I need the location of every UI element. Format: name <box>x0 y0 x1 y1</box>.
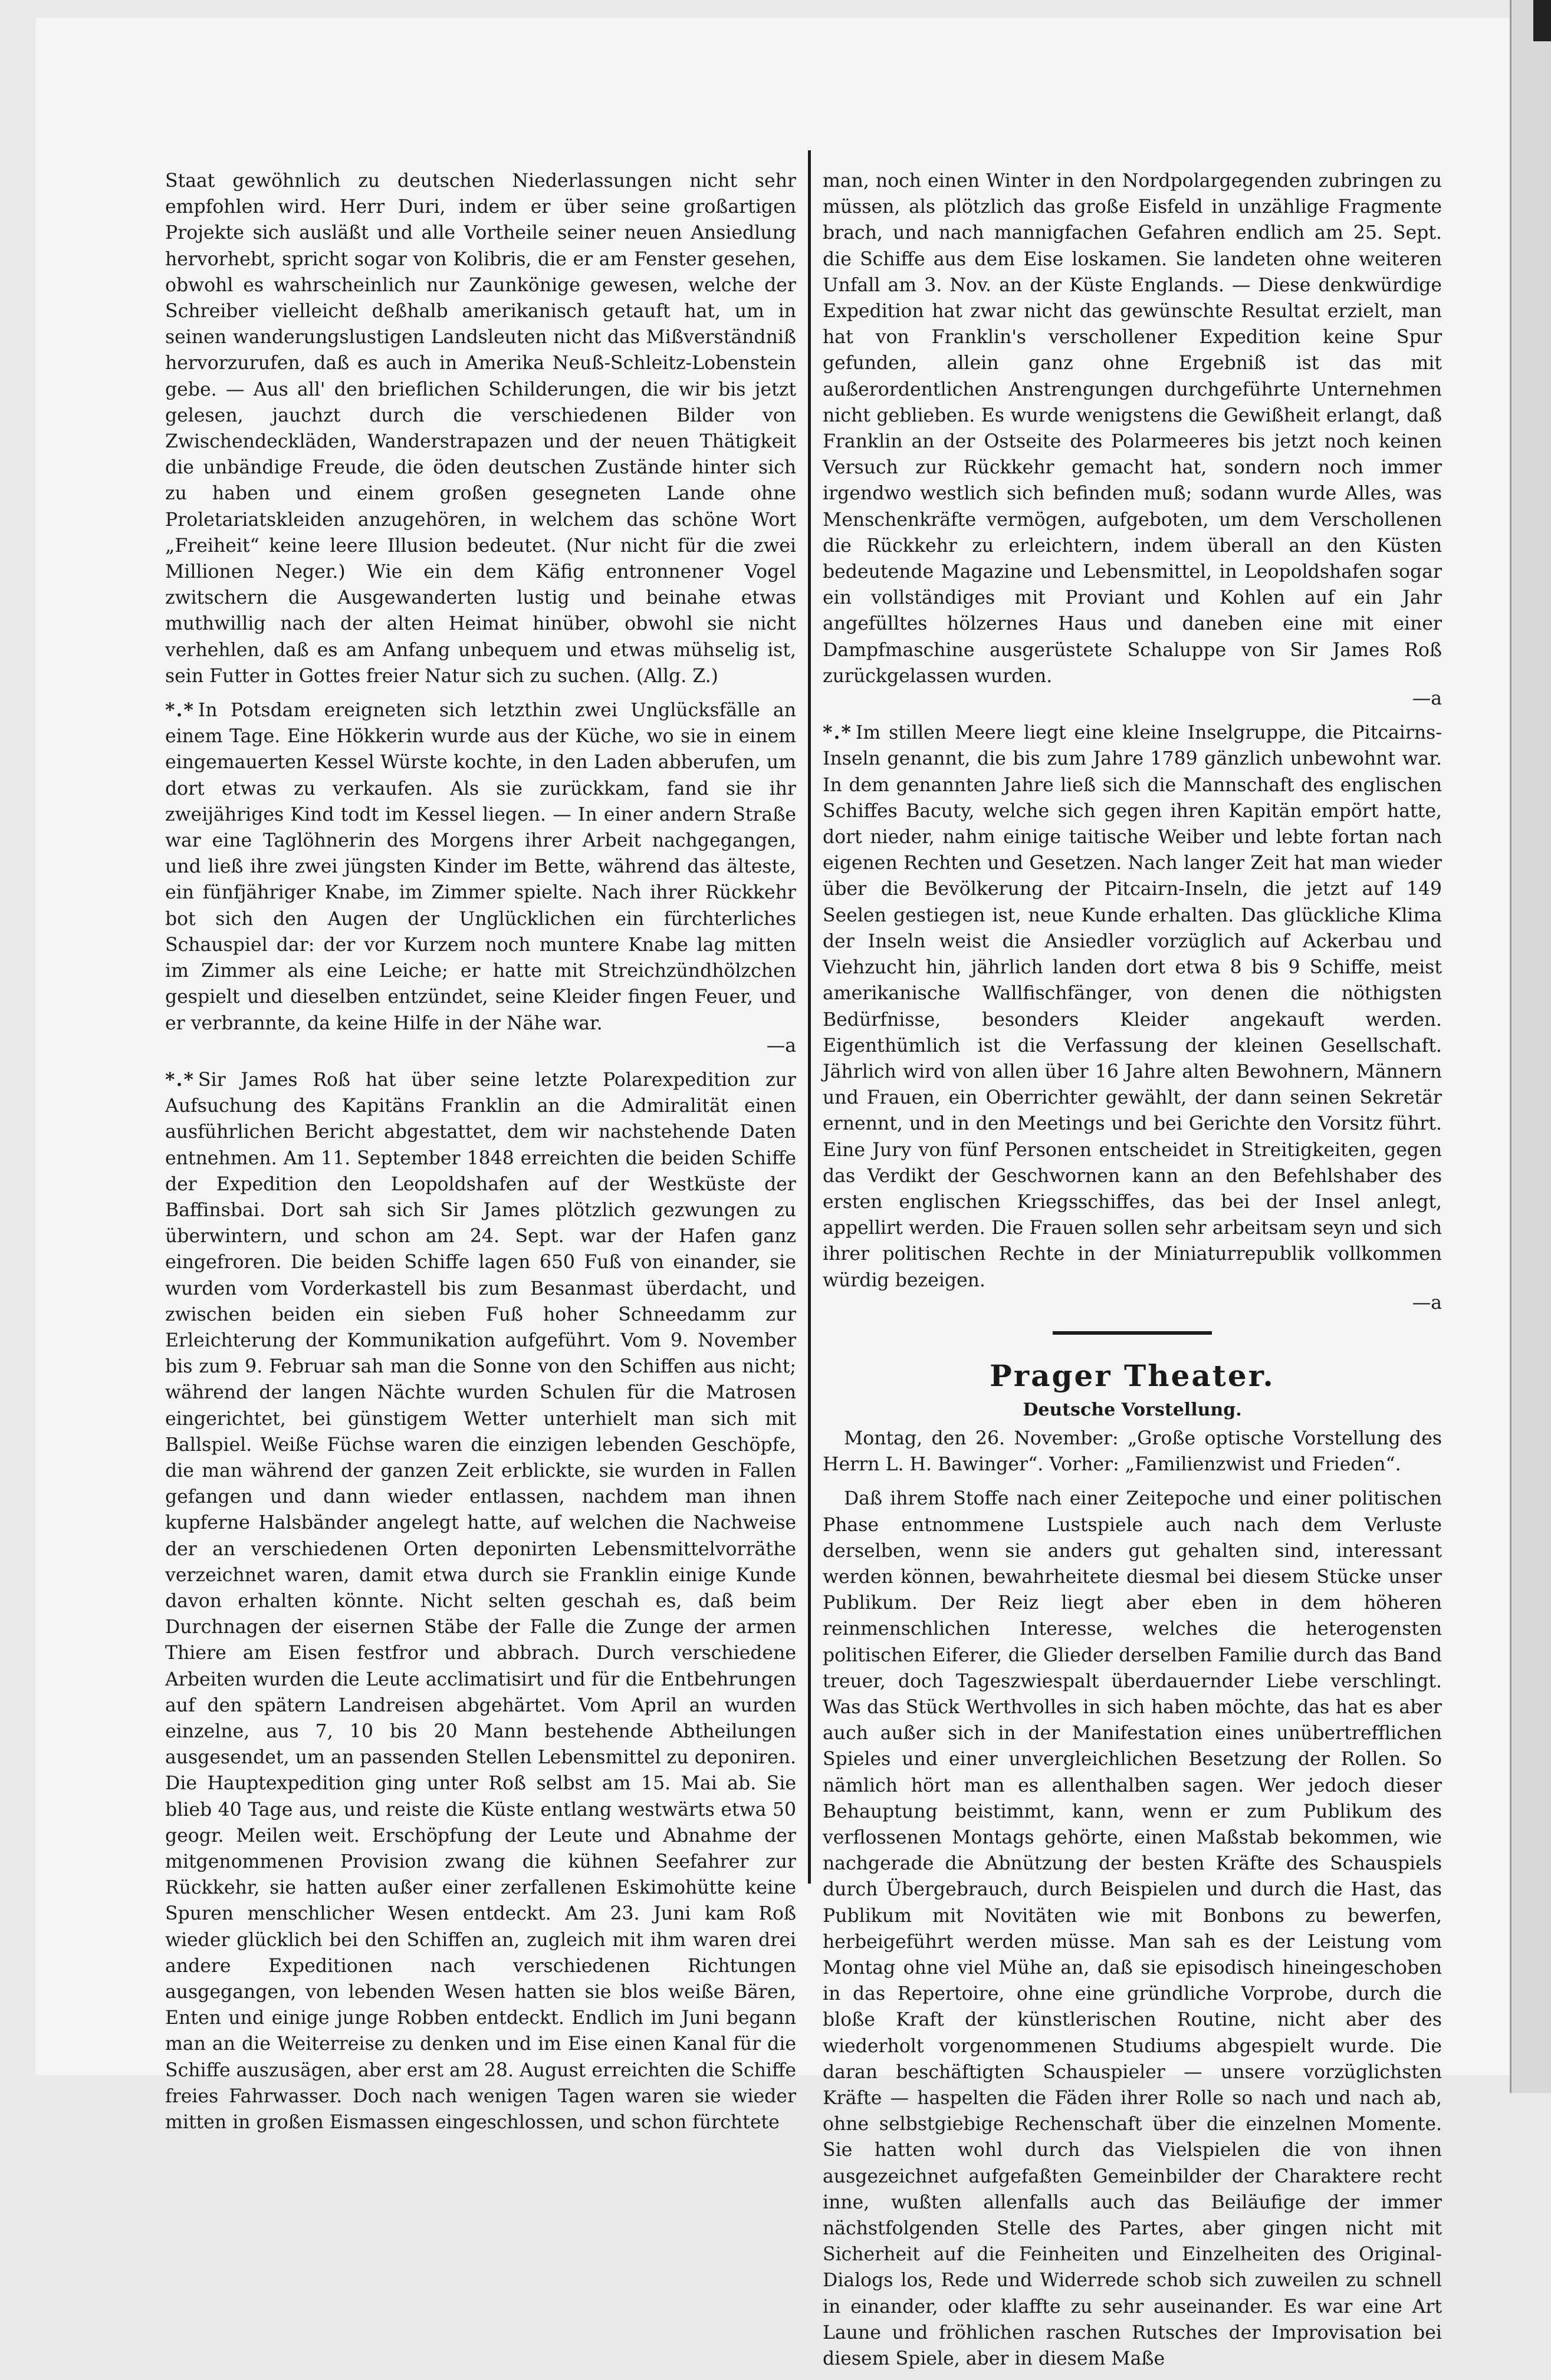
section-headline: Prager Theater. <box>990 1358 1275 1393</box>
section-subheadline: Deutsche Vorstellung. <box>1023 1399 1242 1420</box>
section-separator-rule <box>1053 1331 1212 1335</box>
article-ross-expedition-continued <box>823 168 1442 712</box>
author-signature: —a <box>766 1035 796 1056</box>
article-text: Sir James Roß hat über seine letzte Polarexpedition zur Aufsuchung des Kapitäns Franklin an die Admiralität einen ausführlichen Bericht abgestattet, dem wir nachstehende Daten entnehmen. Am 11. September 1848 erreichten die beiden Schiffe der Expedition den Leopoldshafen auf der Westküste der Baffinsbai. Dort sah sich Sir James plötzlich gezwungen zu überwintern, und schon am 24. Sept. war der Hafen ganz eingefroren. Die beiden Schiffe lagen 650 Fuß von einander, sie wurden vom Vorderkastell bis zum Besanmast überdacht, und zwischen beiden ein sieben Fuß hoher Schneedamm zur Erleichterung der Kommunikation aufgeführt. Vom 9. November bis zum 9. Februar sah man die Sonne von den Schiffen aus nicht; während der langen Nächte wurden Schulen für die Matrosen eingerichtet, bei günstigem Wetter unterhielt man sich mit Ballspiel. Weiße Füchse waren die einzigen lebenden Geschöpfe, die man während der ganzen Zeit erblickte, sie wurden in Fallen gefangen und dann wieder entlassen, nachdem man ihnen kupferne Halsbänder angelegt hatte, auf welchen die Nachweise der an verschiedenen Orten deponirten Lebensmittelvorräthe verzeichnet waren, damit etwa durch sie Franklin einige Kunde davon erhalten könnte. Nicht selten geschah es, daß beim Durchnagen der eisernen Stäbe der Falle die Zunge der armen Thiere am Eisen festfror und abbrach. Durch verschiedene Arbeiten wurden die Leute acclimatisirt und für die Entbehrungen auf den spätern Landreisen abgehärtet. Vom April an wurden einzelne, aus 7, 10 bis 20 Mann bestehende Abtheilungen ausgesendet, um an passenden Stellen Lebensmittel zu deponiren. Die Hauptexpedition ging unter Roß selbst am 15. Mai ab. Sie blieb 40 Tage aus, und reiste die Küste entlang westwärts etwa 50 geogr. Meilen weit. Erschöpfung der Leute und Abnahme der mitgenommenen Provision zwang die kühnen Seefahrer zur Rückkehr, sie hatten außer einer zerfallenen Eskimohütte keine Spuren menschlicher Wesen entdeckt. Am 23. Juni kam Roß wieder glücklich bei den Schiffen an, zugleich mit ihm waren drei andere Expeditionen nach verschiedenen Richtungen ausgegangen, von lebenden Wesen hatten sie blos weiße Bären, Enten und einige junge Robben entdeckt. Endlich im Juni begann man an die Weiterreise zu denken und im Eise einen Kanal für die Schiffe auszusägen, aber erst am 28. August erreichten die Schiffe freies Fahrwasser. Doch nach wenigen Tagen waren sie wieder mitten in großen Eismassen eingeschlossen, und schon fürchtete <box>165 1069 796 2134</box>
article-text: man, noch einen Winter in den Nordpolargegenden zubringen zu müssen, als plötzlich das große Eisfeld in unzählige Fragmente brach, und nach mannigfachen Gefahren endlich am 25. Sept. die Schiffe aus dem Eise loskamen. Sie landeten ohne weiteren Unfall am 3. Nov. an der Küste Englands. — Diese denkwürdige Expedition hat zwar nicht das gewünschte Resultat erzielt, man hat von Franklin's verschollener Expedition keine Spur gefunden, allein ganz ohne Ergebniß ist das mit außerordentlichen Anstrengungen durchgeführte Unternehmen nicht geblieben. Es wurde wenigstens die Gewißheit erlangt, daß Franklin an der Ostseite des Polarmeeres bis jetzt noch keinen Versuch zur Rückkehr gemacht hat, sondern noch immer irgendwo westlich sich befinden muß; sodann wurde Alles, was Menschenkräfte vermögen, aufgeboten, um dem Verschollenen die Rückkehr zu erleichtern, indem überall an den Küsten bedeutende Magazine und Lebensmittel, in Leopoldshafen sogar ein vollständiges mit Proviant und Kohlen auf ein Jahr angefülltes hölzernes Haus und daneben eine mit einer Dampfmaschine ausgerüstete Schaluppe von Sir James Roß zurückgelassen wurden. <box>823 170 1442 687</box>
article-ross-expedition <box>165 1067 796 2135</box>
article-marker: *.* <box>165 1068 195 1091</box>
author-signature: —a <box>1412 688 1442 710</box>
article-marker: *.* <box>165 699 195 722</box>
dark-corner-tab <box>1533 0 1551 41</box>
right-column <box>823 168 1442 2380</box>
article-emigrants-continued: Staat gewöhnlich zu deutschen Niederlassungen nicht sehr empfohlen wird. Herr Duri, indem er über seine großartigen Projekte sich ausläßt und alle Vortheile seiner neuen Ansiedlung hervorhebt, spricht sogar von Kolibris, die er am Fenster gesehen, obwohl es wahrscheinlich nur Zaunkönige gewesen, welche der Schreiber vielleicht deßhalb amerikanisch getauft hat, um in seinen wanderungslustigen Landsleuten nicht das Mißverständniß hervorzurufen, daß es auch in Amerika Neuß-Schleitz-Lobenstein gebe. — Aus all' den brieflichen Schilderungen, die wir bis jetzt gelesen, jauchzt durch die verschiedenen Bilder von Zwischendeckläden, Wanderstrapazen und der neuen Thätigkeit die unbändige Freude, die öden deutschen Zustände hinter sich zu haben und einem großen gesegneten Lande ohne Proletariatskleiden anzugehören, in welchem das schöne Wort „Freiheit“ keine leere Illusion bedeutet. (Nur nicht für die zwei Millionen Neger.) Wie ein dem Käfig entronnener Vogel zwitschern die Ausgewanderten lustig und beinahe etwas muthwillig nach der alten Heimat hinüber, obwohl sie nicht verhehlen, daß es am Anfang unbequem und etwas mühselig ist, sein Futter in Gottes freier Natur sich zu suchen. (Allg. Z.) <box>165 170 796 687</box>
article-potsdam-accidents <box>165 697 796 1059</box>
theater-review-text: Daß ihrem Stoffe nach einer Zeitepoche und einer politischen Phase entnommene Lustspiele auch nach dem Verluste derselben, wenn sie anders gut gehalten sind, interessant werden können, bewahrheitete diesmal bei diesem Stücke unser Publikum. Der Reiz liegt aber eben in dem höheren reinmenschlichen Interesse, welches die heterogensten politischen Eiferer, die Glieder derselben Familie durch das Band treuer, doch Tageszwiespalt überdauernder Liebe verschlingt. Was das Stück Werthvolles in sich haben möchte, das hat es aber auch außer sich in der Manifestation eines unübertrefflichen Spieles und einer unvergleichlichen Besetzung der Rollen. So nämlich hört man es allenthalben sagen. Wer jedoch dieser Behauptung beistimmt, kann, wenn er zum Publikum des verflossenen Montags gehörte, einen Maßstab bekommen, wie nachgerade die Abnützung der besten Kräfte des Schauspiels durch Übergebrauch, durch Beispielen und durch die Hast, das Publikum mit Novitäten wie mit Bonbons zu bewerfen, herbeigeführt werden müsse. Man sah es der Leistung vom Montag ohne viel Mühe an, daß sie episodisch hineingeschoben in das Repertoire, ohne eine gründliche Vorprobe, durch die bloße Kraft der künstlerischen Routine, nicht aber des wiederholt vorgenommenen Studiums abgespielt wurde. Die daran beschäftigten Schauspieler — unsere vorzüglichsten Kräfte — haspelten die Fäden ihrer Rolle so nach und nach ab, ohne selbstgiebige Rechenschaft über die einzelnen Momente. Sie hatten wohl durch das Vielspielen die von ihnen ausgezeichnet aufgefaßten Gemeinbilder der Charaktere recht inne, wußten allenfalls auch das Beiläufige der immer nächstfolgenden Stelle des Partes, aber gingen nicht mit Sicherheit auf die Feinheiten und Einzelheiten des Original-Dialogs los, Rede und Widerrede schob sich zuweilen zu schnell in einander, oder klaffte zu sehr auseinander. Es war eine Art Laune und fröhlichen raschen Rutsches der Improvisation bei diesem Spiele, aber in diesem Maße <box>823 1488 1442 2370</box>
article-pitcairn-islands <box>823 720 1442 1316</box>
theater-program-line: Montag, den 26. November: „Große optische Vorstellung des Herrn L. H. Bawinger“. Vorher: „Familienzwist und Frieden“. <box>823 1427 1442 1476</box>
article-text: Im stillen Meere liegt eine kleine Inselgruppe, die Pitcairns-Inseln genannt, die bis zum Jahre 1789 gänzlich unbewohnt war. In dem genannten Jahre ließ sich die Mannschaft des englischen Schiffes Bacuty, welche sich gegen ihren Kapitän empört hatte, dort nieder, nahm einige taitische Weiber und lebte fortan nach eigenen Rechten und Gesetzen. Nach langer Zeit hat man wieder über die Bevölkerung der Pitcairn-Inseln, die jetzt auf 149 Seelen gestiegen ist, neue Kunde erhalten. Das glückliche Klima der Inseln weist die Ansiedler vorzüglich auf Ackerbau und Viehzucht hin, jährlich landen dort etwa 8 bis 9 Schiffe, meist amerikanische Wallfischfänger, von denen die nöthigsten Bedürfnisse, besonders Kleider angekauft werden. Eigenthümlich ist die Verfassung der kleinen Gesellschaft. Jährlich wird von allen über 16 Jahre alten Bewohnern, Männern und Frauen, ein Oberrichter gewählt, der dann seinen Sekretär ernennt, und in den Meetings und bei Gerichte den Vorsitz führt. Eine Jury von fünf Personen entscheidet in Streitigkeiten, gegen das Verdikt der Geschwornen kann an den Befehlshaber des ersten englischen Kriegsschiffes, das bei der Insel anlegt, appellirt werden. Die Frauen sollen sehr arbeitsam seyn und sich ihrer politischen Rechte in der Miniaturrepublik vollkommen würdig bezeigen. <box>823 722 1442 1291</box>
left-column <box>165 168 796 2144</box>
adjacent-page-edge <box>1510 0 1551 2093</box>
column-divider-rule <box>808 150 811 1884</box>
article-marker: *.* <box>823 722 852 744</box>
article-text: In Potsdam ereigneten sich letzthin zwei Unglücksfälle an einem Tage. Eine Hökkerin wurde aus der Küche, wo sie in einem eingemauerten Kessel Würste kochte, in den Laden abberufen, um dort etwas zu verkaufen. Als sie zurückkam, fand sie ihr zweijähriges Kind todt im Kessel liegen. — In einer andern Straße war eine Taglöhnerin des Morgens ihrer Arbeit nachgegangen, und ließ ihre zwei jüngsten Kinder im Bette, während das älteste, ein fünfjähriger Knabe, im Zimmer spielte. Nach ihrer Rückkehr bot sich den Augen der Unglücklichen ein fürchterliches Schauspiel dar: der vor Kurzem noch muntere Knabe lag mitten im Zimmer als eine Leiche; er hatte mit Streichzündhölzchen gespielt und dieselben entzündet, seine Kleider fingen Feuer, und er verbrannte, da keine Hilfe in der Nähe war. <box>165 700 796 1034</box>
author-signature: —a <box>1412 1292 1442 1314</box>
